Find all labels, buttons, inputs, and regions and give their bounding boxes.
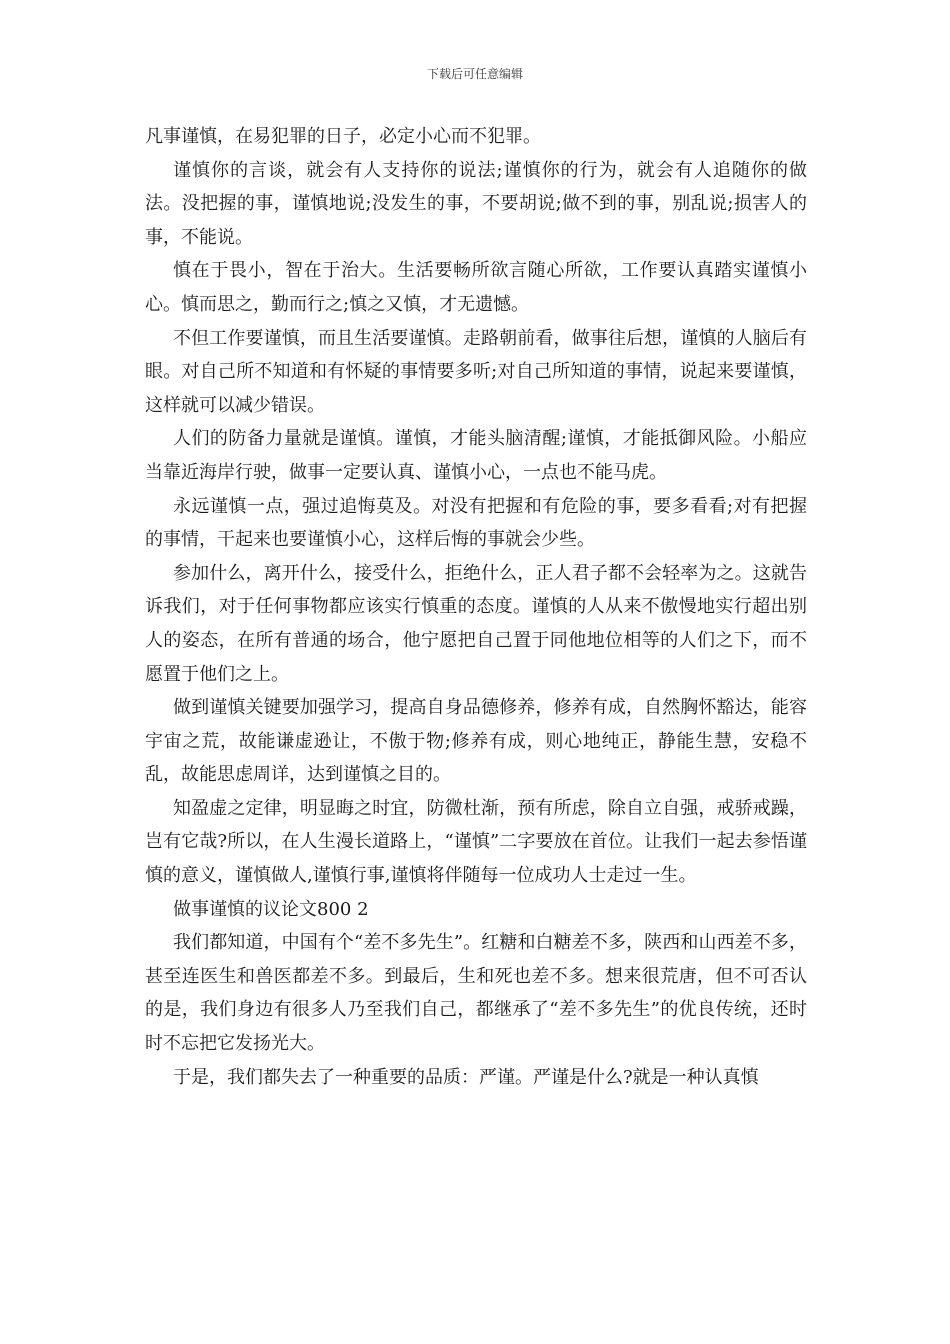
paragraph: 谨慎你的言谈，就会有人支持你的说法;谨慎你的行为，就会有人追随你的做法。没把握的事，谨慎地说;没发生的事，不要胡说;做不到的事，别乱说;损害人的事，不能说。: [145, 159, 807, 248]
paragraph: 做到谨慎关键要加强学习，提高自身品德修养，修养有成，自然胸怀豁达，能容宇宙之荒，故能谦虚逊让，不傲于物;修养有成，则心地纯正，静能生慧，安稳不乱，故能思虑周详，达到谨慎之目的。: [145, 697, 807, 786]
paragraph: 不但工作要谨慎，而且生活要谨慎。走路朝前看，做事往后想，谨慎的人脑后有眼。对自己所不知道和有怀疑的事情要多听;对自己所知道的事情，说起来要谨慎，这样就可以减少错误。: [145, 327, 807, 416]
paragraph: 慎在于畏小，智在于治大。生活要畅所欲言随心所欲，工作要认真踏实谨慎小心。慎而思之，勤而行之;慎之又慎，才无遗憾。: [145, 260, 807, 315]
page-header: 下载后可任意编辑: [426, 67, 523, 81]
paragraph: 凡事谨慎，在易犯罪的日子，必定小心而不犯罪。: [145, 126, 541, 147]
document-body: [145, 120, 807, 1094]
paragraph: 人们的防备力量就是谨慎。谨慎，才能头脑清醒;谨慎，才能抵御风险。小船应当靠近海岸行驶，做事一定要认真、谨慎小心，一点也不能马虎。: [145, 428, 807, 483]
paragraph: 于是，我们都失去了一种重要的品质：严谨。严谨是什么?就是一种认真慎: [173, 1066, 759, 1088]
section-heading: 做事谨慎的议论文800 2: [173, 898, 369, 920]
paragraph: 参加什么，离开什么，接受什么，拒绝什么，正人君子都不会轻率为之。这就告诉我们，对于任何事物都应该实行慎重的态度。谨慎的人从来不傲慢地实行超出别人的姿态，在所有普通的场合，他宁愿把自己置于同他地位相等的人们之下，而不愿置于他们之上。: [145, 562, 807, 685]
paragraph: 我们都知道，中国有个“差不多先生”。红糖和白糖差不多，陕西和山西差不多，甚至连医生和兽医都差不多。到最后，生和死也差不多。想来很荒唐，但不可否认的是，我们身边有很多人乃至我们自己，都继承了“差不多先生”的优良传统，还时时不忘把它发扬光大。: [145, 932, 807, 1055]
paragraph: 永远谨慎一点，强过追悔莫及。对没有把握和有危险的事，要多看看;对有把握的事情，干起来也要谨慎小心，这样后悔的事就会少些。: [145, 495, 807, 551]
paragraph: 知盈虚之定律，明显晦之时宜，防微杜渐，预有所虑，除自立自强，戒骄戒躁，岂有它哉?所以，在人生漫长道路上，“谨慎”二字要放在首位。让我们一起去参悟谨慎的意义，谨慎做人,谨慎行事,谨慎将伴随每一位成功人士走过一生。: [145, 797, 807, 887]
